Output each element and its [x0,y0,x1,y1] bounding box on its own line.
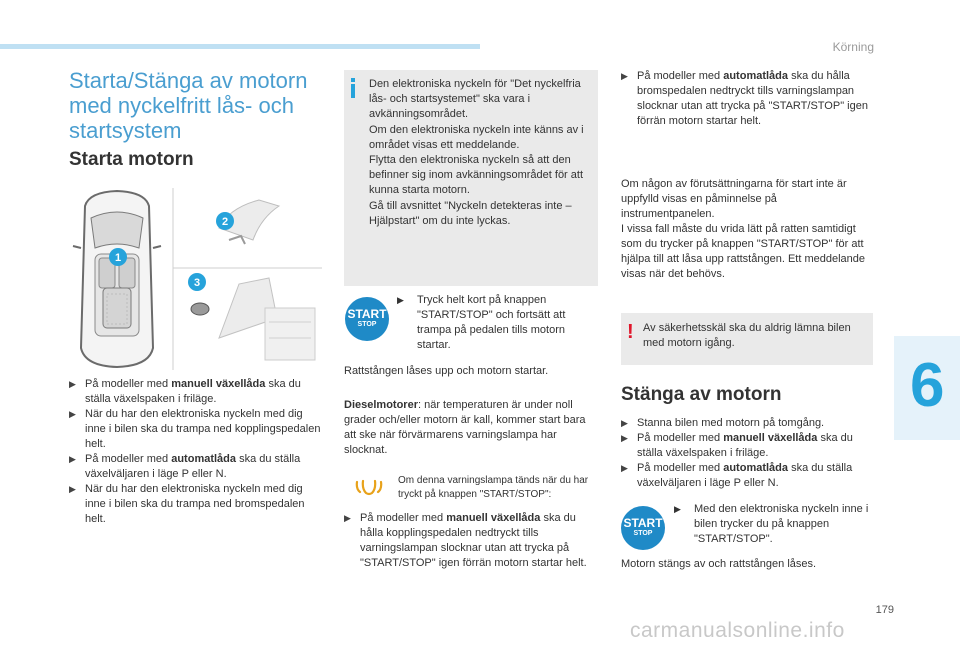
info-text: Den elektroniska nyckeln för "Det nyckelfria lås- och startsystemet" ska vara i avkänningsområdet. Om den elektroniska nyckeln inte känns av i området visas ett meddelande. Flytta den elektroniska nyckeln så att den befinner sig inom avkänningsområdet för att kunna starta motorn. Gå till avsnittet "Nyckeln detekteras inte – Hjälpstart" om du inte lyckas. [369,78,584,227]
stop-heading: Stänga av motorn [621,384,782,405]
auto-gearbox-glow-list [621,69,873,129]
bullet-marker-icon: ▶ [621,433,628,443]
bullet-marker-icon: ▶ [621,71,628,81]
chapter-number: 6 [910,351,945,420]
page-title: Starta/Stänga av motorn med nyckelfritt lås- och startsystem [69,68,308,143]
start-heading: Starta motorn [69,149,194,170]
bullet-marker-icon: ▶ [69,484,76,494]
bullet-marker-icon: ▶ [397,295,404,305]
list-item: ▶ När du har den elektroniska nyckeln med dig inne i bilen ska du trampa ned kopplingspedalen helt. [69,408,321,450]
press-start-instruction: ▶ Tryck helt kort på knappen "START/STOP" och fortsätt att trampa på pedalen tills motorn startar. [397,294,566,351]
start-conditions-text: Om någon av förutsättningarna för start inte är uppfylld visas en påminnelse på instrumentpanelen. I vissa fall måste du vrida lätt på ratten samtidigt som du trycker på knappen "START/STOP" för att hjälpa till att låsa upp rattstången. Ett meddelande visas när det behövs. [621,178,865,280]
callout-3: 3 [193,277,201,289]
engine-off-text: Motorn stängs av och rattstången låses. [621,558,817,570]
stop-press-instruction: ▶ Med den elektroniska nyckeln inne i bilen trycker du på knappen "START/STOP". [674,503,869,545]
bullet-marker-icon: ▶ [674,504,681,514]
warning-icon: ! [627,321,634,343]
safety-warning-box [621,313,873,365]
callout-1: 1 [114,252,122,264]
callout-2: 2 [221,216,229,228]
car-interior-figure [69,188,322,370]
manual-gearbox-glow-list [344,511,598,571]
bullet-marker-icon: ▶ [621,463,628,473]
list-item: ▶ På modeller med automatlåda ska du ställa växelväljaren i läge P eller N. [69,453,301,480]
start-stop-button-icon: START STOP [621,506,665,550]
glow-lamp-text: Om denna varningslampa tänds när du har tryckt på knappen "START/STOP": [398,475,589,500]
info-icon [351,78,355,98]
list-item: ▶ På modeller med automatlåda ska du hålla bromspedalen nedtryckt tills varningslampan slocknar utan att trycka på "START/STOP" igen förrän motorn startar helt. [621,70,868,127]
bullet-marker-icon: ▶ [69,409,76,419]
diesel-paragraph: Dieselmotorer: när temperaturen är under noll grader och/eller motorn är kall, kommer start bara att ske när förvärmarens varningslampa har slocknat. [344,399,586,456]
list-item: ▶ På modeller med manuell växellåda ska du ställa växelspaken i friläge. [621,432,853,459]
bullet-marker-icon: ▶ [344,513,351,523]
watermark: carmanualsonline.info [630,619,845,642]
warning-text: Av säkerhetsskäl ska du aldrig lämna bilen med motorn igång. [643,322,851,349]
chapter-tab[interactable] [894,336,960,440]
bullet-marker-icon: ▶ [621,418,628,428]
page-number: 179 [875,604,894,616]
glow-plug-warning-icon [354,478,384,498]
list-item: ▶ På modeller med manuell växellåda ska du ställa växelspaken i friläge. [69,378,301,405]
list-item: ▶ På modeller med automatlåda ska du ställa växelväljaren i läge P eller N. [621,462,853,489]
start-stop-button-icon: START STOP [345,297,389,341]
start-steps-list [69,377,325,527]
info-box [344,70,598,286]
list-item: ▶ När du har den elektroniska nyckeln med dig inne i bilen ska du trampa ned bromspedalen helt. [69,483,305,525]
list-item: ▶ Stanna bilen med motorn på tomgång. [621,417,825,429]
bullet-marker-icon: ▶ [69,454,76,464]
list-item: ▶ På modeller med manuell växellåda ska du hålla kopplingspedalen nedtryckt tills varningslampan slocknar utan att trycka på "START/STOP" igen förrän motorn startar helt. [344,512,587,569]
section-label: Körning [832,40,874,54]
steering-lock-text: Rattstången låses upp och motorn startar. [344,365,549,377]
header-accent-bar [0,44,480,49]
bullet-marker-icon: ▶ [69,379,76,389]
figure-illustration [69,188,322,370]
stop-steps-list [621,416,873,491]
